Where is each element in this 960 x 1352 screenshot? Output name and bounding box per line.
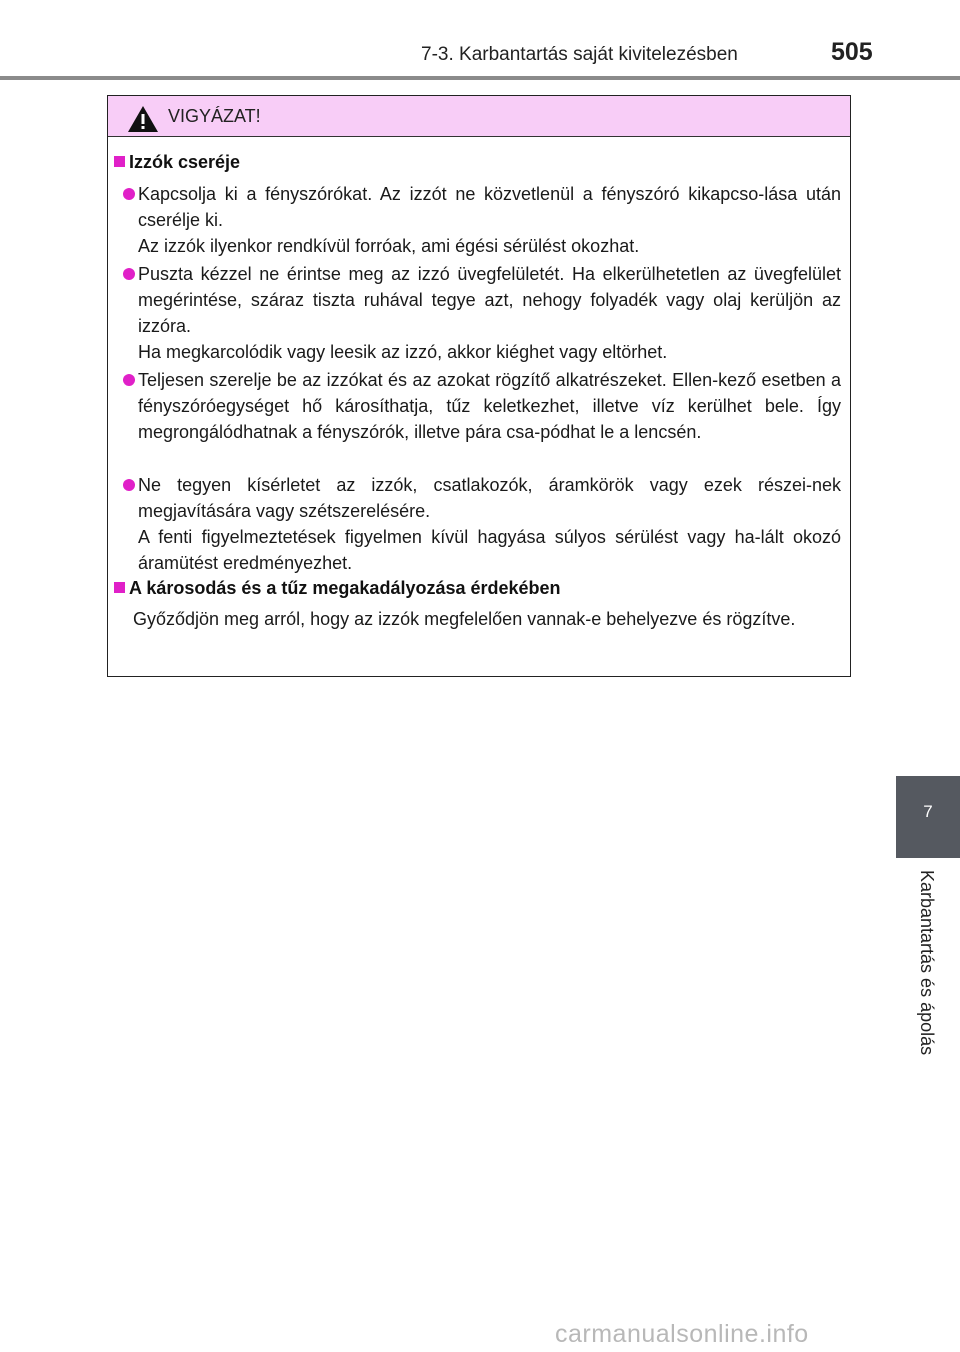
list-item: Puszta kézzel ne érintse meg az izzó üvegfelületét. Ha elkerülhetetlen az üvegfelület megérintése, száraz tiszta ruhával tegye azt, nehogy folyadék vagy olaj kerüljön az izzóra. Ha megkarcolódik vagy leesik az izzó, akkor kiéghet vagy eltörhet.: [138, 261, 841, 365]
list-item: Kapcsolja ki a fényszórókat. Az izzót ne közvetlenül a fényszóró kikapcso-lása után cserélje ki. Az izzók ilyenkor rendkívül forróak, ami égési sérülést okozhat.: [138, 181, 841, 259]
square-bullet-icon: [114, 582, 125, 593]
list-item: Teljesen szerelje be az izzókat és az azokat rögzítő alkatrészeket. Ellen-kező esetben a fényszóróegységet hő károsíthatja, tűz keletkezhet, illetve víz kerülhet bele. Így megrongálódhatnak a fényszórók, illetve pára csa-pódhat le a lencsén.: [138, 367, 841, 445]
chapter-number: 7: [923, 802, 933, 821]
section-title: 7-3. Karbantartás saját kivitelezésben: [421, 44, 738, 65]
round-bullet-icon: [123, 374, 135, 386]
chapter-tab: [896, 776, 960, 858]
round-bullet-icon: [123, 188, 135, 200]
section-heading-damage-prevention: A károsodás és a tűz megakadályozása érdekében: [114, 578, 561, 599]
round-bullet-icon: [123, 268, 135, 280]
section-heading-bulb-replacement: Izzók cseréje: [114, 152, 240, 173]
warning-triangle-icon: [127, 105, 159, 133]
warning-title: VIGYÁZAT!: [168, 106, 261, 126]
round-bullet-icon: [123, 479, 135, 491]
square-bullet-icon: [114, 156, 125, 167]
chapter-label: Karbantartás és ápolás: [917, 870, 937, 1056]
warning-header: [108, 96, 850, 137]
list-item: Ne tegyen kísérletet az izzók, csatlakozók, áramkörök vagy ezek részei-nek megjavítására vagy szétszerelésére. A fenti figyelmeztetések figyelmen kívül hagyása súlyos sérülést vagy ha-lált okozó áramütést eredményezhet.: [138, 472, 841, 576]
page-number: 505: [831, 38, 873, 66]
warning-box: [107, 95, 851, 677]
watermark: carmanualsonline.info: [555, 1320, 809, 1348]
paragraph: Győződjön meg arról, hogy az izzók megfelelően vannak-e behelyezve és rögzítve.: [133, 609, 796, 629]
header-divider: [0, 76, 960, 80]
